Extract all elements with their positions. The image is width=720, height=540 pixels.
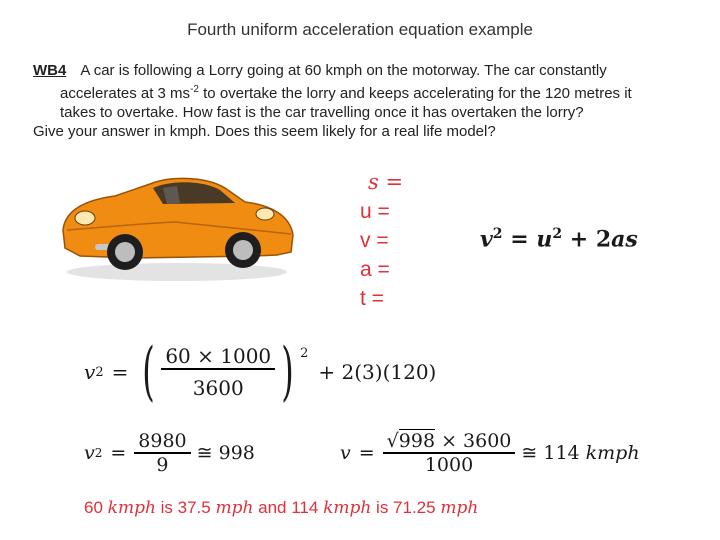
step2-equals: = (110, 442, 127, 464)
variable-u: u = (360, 200, 390, 223)
eq-u: u (536, 226, 553, 253)
step1-equals: = (111, 360, 129, 384)
step2-denominator: 9 (134, 452, 190, 476)
step1-tail: + 2(3)(120) (318, 360, 437, 384)
step1-v-exp: 2 (95, 364, 104, 380)
variable-list (360, 168, 403, 313)
eq-as: as (611, 226, 638, 253)
step3-root: 998 (398, 430, 436, 452)
problem-line-3: takes to overtake. How fast is the car travelling once it has overtaken the lorry? (60, 104, 584, 121)
conclusion-mid3: is 71.25 (371, 498, 441, 517)
problem-line-1: A car is following a Lorry going at 60 kmph on the motorway. The car constantly (80, 62, 607, 79)
step1-denominator: 3600 (161, 368, 275, 400)
step3-equals: = (358, 442, 375, 464)
problem-statement (33, 61, 693, 141)
conclusion-mid2: and 114 (253, 498, 324, 517)
step1-fraction (161, 344, 275, 400)
step-3 (340, 430, 640, 476)
problem-line-2a: accelerates at 3 ms (60, 85, 191, 102)
eq-equals: = (502, 226, 537, 253)
problem-line-2 (33, 80, 693, 103)
step-2 (84, 430, 255, 476)
variable-s: s = (368, 170, 404, 194)
step3-numerator: √998 × 3600 (386, 430, 512, 452)
conclusion-u2: mph (215, 498, 254, 518)
main-equation (480, 226, 638, 252)
variable-t: t = (360, 287, 384, 310)
step2-fraction (134, 430, 190, 476)
step2-approx: ≅ 998 (196, 442, 255, 464)
problem-line-4: Give your answer in kmph. Does this seem likely for a real life model? (33, 123, 496, 140)
step1-numerator: 60 × 1000 (165, 344, 272, 368)
step3-num-rest: × 3600 (435, 430, 512, 452)
eq-v-exp: 2 (492, 226, 503, 242)
step3-approx: ≅ 114 (521, 442, 580, 464)
step2-v: v (84, 442, 95, 464)
conclusion-u1: kmph (107, 498, 156, 518)
step3-fraction (383, 430, 516, 476)
orange-sports-car (55, 160, 300, 285)
left-paren: ( (142, 335, 156, 409)
page-title: Fourth uniform acceleration equation example (187, 20, 533, 39)
step2-v-exp: 2 (94, 446, 103, 460)
problem-label: WB4 (33, 62, 67, 79)
step3-denominator: 1000 (383, 452, 516, 476)
step-1 (84, 335, 437, 409)
conclusion-v1: 60 (84, 498, 103, 517)
eq-v: v (480, 226, 493, 253)
exponent: -2 (190, 84, 199, 95)
conclusion-u3: kmph (323, 498, 372, 518)
step3-v: v (340, 442, 351, 464)
step3-unit: kmph (585, 442, 640, 464)
variable-v: v = (360, 229, 389, 252)
problem-line-2b: to overtake the lorry and keeps accelerating for the 120 metres it (198, 85, 632, 102)
variable-a: a = (360, 258, 390, 281)
paren-exp: 2 (300, 346, 309, 361)
eq-u-exp: 2 (552, 226, 563, 242)
conclusion-u4: mph (440, 498, 479, 518)
conclusion-mid1: is 37.5 (155, 498, 216, 517)
conclusion (84, 498, 478, 518)
step1-v: v (84, 360, 96, 384)
right-paren: ) (281, 335, 294, 409)
step2-numerator: 8980 (138, 430, 187, 452)
eq-plus-two: + 2 (562, 226, 612, 253)
